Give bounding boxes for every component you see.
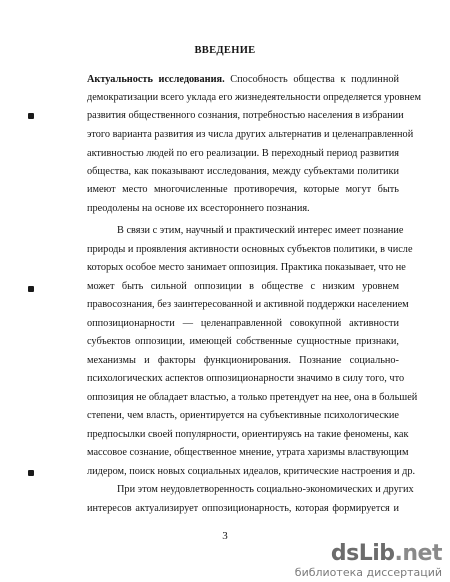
binding-hole-mark	[28, 286, 34, 292]
paragraph-line: психологических аспектов оппозиционарности значимо в силу того, что	[87, 373, 405, 384]
paragraph-line: может быть сильной оппозиции в обществе с низким уровнем	[87, 281, 399, 292]
paragraph-line: предпосылки своей популярности, ориентируясь на такие феномены, как	[87, 429, 409, 440]
watermark	[294, 541, 448, 579]
paragraph-line: массовое сознание, общественное мнение, утрата харизмы властвующим	[87, 447, 409, 458]
paragraph-line: развития общественного сознания, потребностью населения в избрании	[87, 110, 404, 121]
binding-hole-mark	[28, 470, 34, 476]
paragraph-line: общества, как показывают исследования, между субъектами политики	[87, 166, 399, 177]
binding-hole-mark	[28, 113, 34, 119]
paragraph-line: этого варианта развития из числа других альтернатив и целенаправленной	[87, 129, 414, 140]
paragraph-line: При этом неудовлетворенность социально-экономических и других	[117, 484, 414, 495]
paragraph-line: преодолены на основе их всестороннего познания.	[87, 203, 310, 214]
paragraph-line: субъектов оппозиции, имеющей собственные сущностные признаки,	[87, 336, 399, 347]
paragraph-line: оппозиционарности — целенаправленной совокупной активности	[87, 318, 399, 329]
paragraph-line: лидером, поиск новых социальных идеалов, критические настроения и др.	[87, 466, 416, 477]
paragraph-line: механизмы и факторы функционирования. Познание социально-	[87, 355, 399, 366]
section-title: ВВЕДЕНИЕ	[194, 45, 256, 56]
lead-phrase: Актуальность исследования.	[87, 74, 225, 85]
paragraph-line-1: Актуальность исследования. Способность общества к подлинной	[87, 74, 399, 85]
paragraph-line: оппозиция не обладает властью, а только претендует на нее, она в большей	[87, 392, 418, 403]
paragraph-line: активностью людей по его реализации. В переходный период развития	[87, 148, 399, 159]
watermark-caption: библиотека диссертаций	[294, 566, 442, 579]
paragraph-line: демократизации всего уклада его жизнедеятельности определяется уровнем	[87, 92, 422, 103]
paragraph-line: природы и проявления активности основных субъектов политики, в числе	[87, 244, 413, 255]
paragraph-line: В связи с этим, научный и практический интерес имеет познание	[117, 225, 404, 236]
paragraph-line: правосознания, без заинтересованной и активной поддержки населением	[87, 299, 409, 310]
paragraph-line: имеют место многочисленные противоречия, которые могут быть	[87, 184, 399, 195]
paragraph-line: степени, чем власть, ориентируется на субъективные психологические	[87, 410, 399, 421]
watermark-logo: dsLib.net	[330, 541, 442, 566]
paragraph-line: интересов актуализирует оппозиционарность, которая формируется и	[87, 503, 399, 514]
page-number: 3	[222, 530, 228, 542]
paragraph-line: которых особое место занимает оппозиция. Практика показывает, что не	[87, 262, 406, 273]
